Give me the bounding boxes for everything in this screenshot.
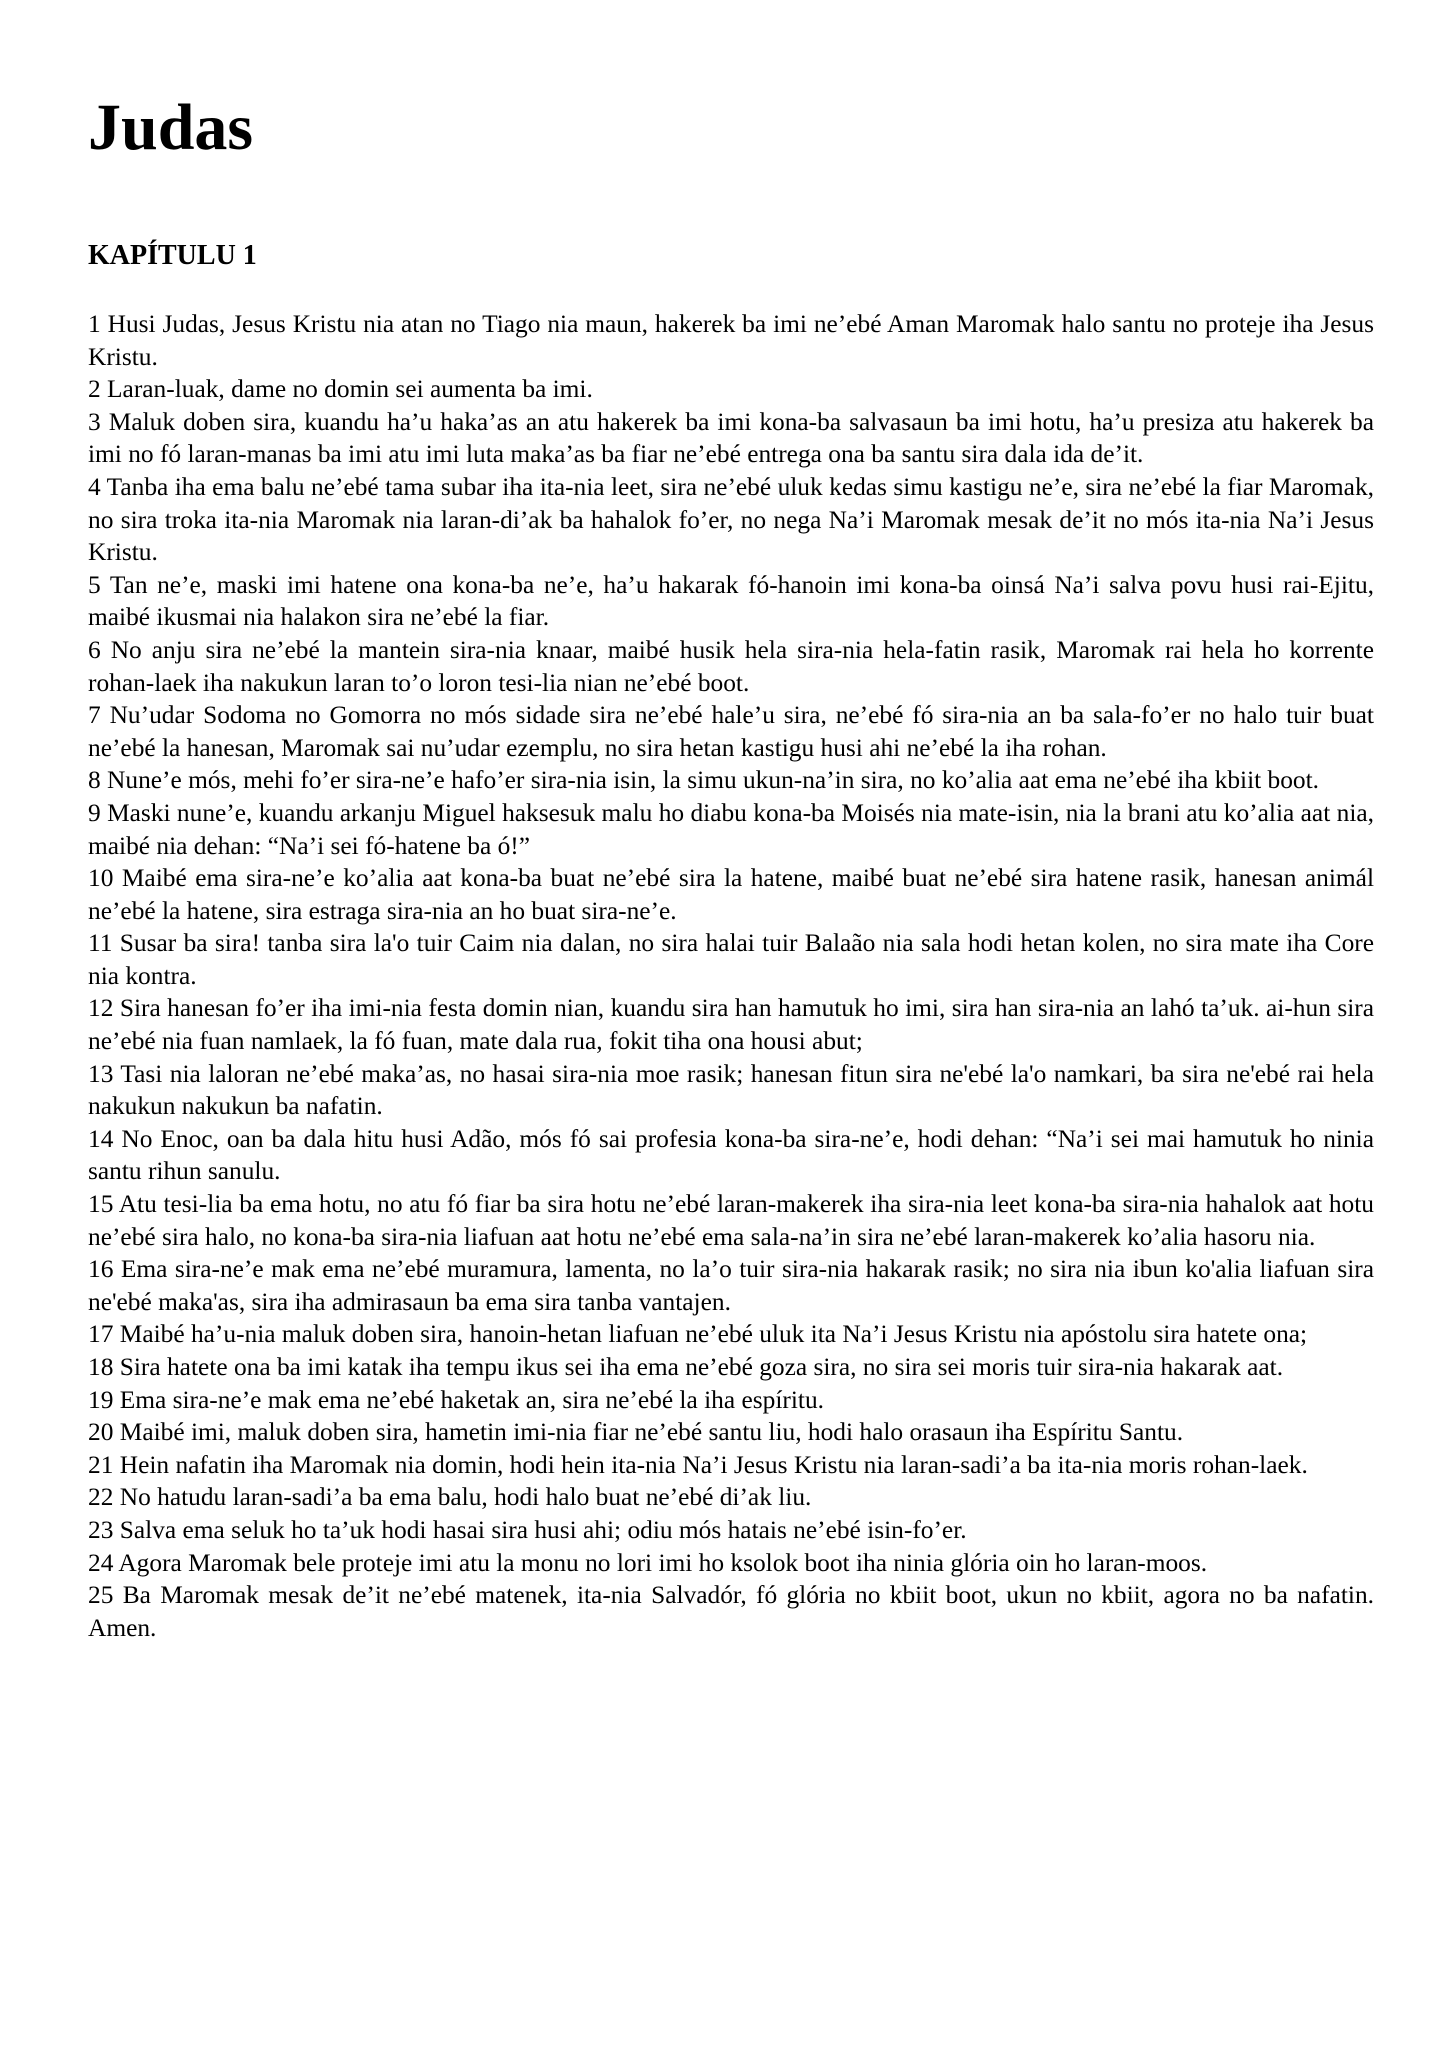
- verse-1: 1 Husi Judas, Jesus Kristu nia atan no Tiago nia maun, hakerek ba imi ne’ebé Aman Maromak halo santu no proteje iha Jesus Kristu.: [88, 310, 1374, 371]
- verse-6: 6 No anju sira ne’ebé la mantein sira-nia knaar, maibé husik hela sira-nia hela-fatin rasik, Maromak rai hela ho korrente rohan-laek iha nakukun laran to’o loron tesi-lia nian ne’ebé boot.: [88, 635, 1374, 697]
- verse-25: 25 Ba Maromak mesak de’it ne’ebé matenek, ita-nia Salvadór, fó glória no kbiit boot, ukun no kbiit, agora no ba nafatin. Amen.: [88, 1581, 1374, 1642]
- verse-5: 5 Tan ne’e, maski imi hatene ona kona-ba ne’e, ha’u hakarak fó-hanoin imi kona-ba oinsá Na’i salva povu husi rai-Ejitu, maibé ikusmai nia halakon sira ne’ebé la fiar.: [88, 570, 1374, 632]
- verse-7: 7 Nu’udar Sodoma no Gomorra no mós sidade sira ne’ebé hale’u sira, ne’ebé fó sira-nia an ba sala-fo’er no halo tuir buat ne’ebé la hanesan, Maromak sai nu’udar ezemplu, no sira hetan kastigu husi ahi ne’ebé la iha rohan.: [88, 701, 1374, 762]
- verse-12: 12 Sira hanesan fo’er iha imi-nia festa domin nian, kuandu sira han hamutuk ho imi, sira han sira-nia an lahó ta’uk. ai-hun sira ne’ebé nia fuan namlaek, la fó fuan, mate dala rua, fokit tiha ona housi abut;: [88, 994, 1374, 1056]
- verse-13: 13 Tasi nia laloran ne’ebé maka’as, no hasai sira-nia moe rasik; hanesan fitun sira ne'ebé la'o namkari, ba sira ne'ebé rai hela nakukun nakukun ba nafatin.: [88, 1059, 1374, 1121]
- verse-20: 20 Maibé imi, maluk doben sira, hametin imi-nia fiar ne’ebé santu liu, hodi halo orasaun iha Espíritu Santu.: [88, 1418, 1184, 1447]
- verse-15: 15 Atu tesi-lia ba ema hotu, no atu fó fiar ba sira hotu ne’ebé laran-makerek iha sira-nia leet kona-ba sira-nia hahalok aat hotu ne’ebé sira halo, no kona-ba sira-nia liafuan aat hotu ne’ebé ema sala-na’in sira ne’ebé laran-makerek ko’alia hasoru nia.: [88, 1190, 1374, 1251]
- verse-8: 8 Nune’e mós, mehi fo’er sira-ne’e hafo’er sira-nia isin, la simu ukun-na’in sira, no ko’alia aat ema ne’ebé iha kbiit boot.: [88, 766, 1320, 795]
- verse-16: 16 Ema sira-ne’e mak ema ne’ebé muramura, lamenta, no la’o tuir sira-nia hakarak rasik; no sira nia ibun ko'alia liafuan sira ne'ebé maka'as, sira iha admirasaun ba ema sira tanba vantajen.: [88, 1255, 1374, 1316]
- verse-19: 19 Ema sira-ne’e mak ema ne’ebé haketak an, sira ne’ebé la iha espíritu.: [88, 1385, 824, 1414]
- book-title: Judas: [88, 91, 254, 164]
- verse-24: 24 Agora Maromak bele proteje imi atu la monu no lori imi ho ksolok boot iha ninia glória oin ho laran-moos.: [88, 1548, 1208, 1577]
- verse-14: 14 No Enoc, oan ba dala hitu husi Adão, mós fó sai profesia kona-ba sira-ne’e, hodi dehan: “Na’i sei mai hamutuk ho ninia santu rihun sanulu.: [88, 1124, 1374, 1186]
- verse-10: 10 Maibé ema sira-ne’e ko’alia aat kona-ba buat ne’ebé sira la hatene, maibé buat ne’ebé sira hatene rasik, hanesan animál ne’ebé la hatene, sira estraga sira-nia an ho buat sira-ne’e.: [88, 864, 1374, 925]
- verse-17: 17 Maibé ha’u-nia maluk doben sira, hanoin-hetan liafuan ne’ebé uluk ita Na’i Jesus Kristu nia apóstolu sira hatete ona;: [88, 1320, 1308, 1349]
- verse-11: 11 Susar ba sira! tanba sira la'o tuir Caim nia dalan, no sira halai tuir Balaão nia sala hodi hetan kolen, no sira mate iha Core nia kontra.: [88, 929, 1374, 990]
- verse-22: 22 No hatudu laran-sadi’a ba ema balu, hodi halo buat ne’ebé di’ak liu.: [88, 1483, 812, 1512]
- verse-9: 9 Maski nune’e, kuandu arkanju Miguel haksesuk malu ho diabu kona-ba Moisés nia mate-isin, nia la brani atu ko’alia aat nia, maibé nia dehan: “Na’i sei fó-hatene ba ó!”: [88, 798, 1374, 860]
- verse-3: 3 Maluk doben sira, kuandu ha’u haka’as an atu hakerek ba imi kona-ba salvasaun ba imi hotu, ha’u presiza atu hakerek ba imi no fó laran-manas ba imi atu imi luta maka’as ba fiar ne’ebé entrega ona ba santu sira dala ida de’it.: [88, 407, 1374, 469]
- chapter-heading: KAPÍTULU 1: [88, 240, 257, 271]
- verse-21: 21 Hein nafatin iha Maromak nia domin, hodi hein ita-nia Na’i Jesus Kristu nia laran-sadi’a ba ita-nia moris rohan-laek.: [88, 1450, 1308, 1479]
- verse-4: 4 Tanba iha ema balu ne’ebé tama subar iha ita-nia leet, sira ne’ebé uluk kedas simu kastigu ne’e, sira ne’ebé la fiar Maromak, no sira troka ita-nia Maromak nia laran-di’ak ba hahalok fo’er, no nega Na’i Maromak mesak de’it no mós ita-nia Na’i Jesus Kristu.: [88, 472, 1374, 567]
- verse-23: 23 Salva ema seluk ho ta’uk hodi hasai sira husi ahi; odiu mós hatais ne’ebé isin-fo’er.: [88, 1515, 967, 1544]
- verse-2: 2 Laran-luak, dame no domin sei aumenta ba imi.: [88, 375, 593, 404]
- verse-list: [88, 308, 1374, 1644]
- verse-18: 18 Sira hatete ona ba imi katak iha tempu ikus sei iha ema ne’ebé goza sira, no sira sei moris tuir sira-nia hakarak aat.: [88, 1353, 1284, 1381]
